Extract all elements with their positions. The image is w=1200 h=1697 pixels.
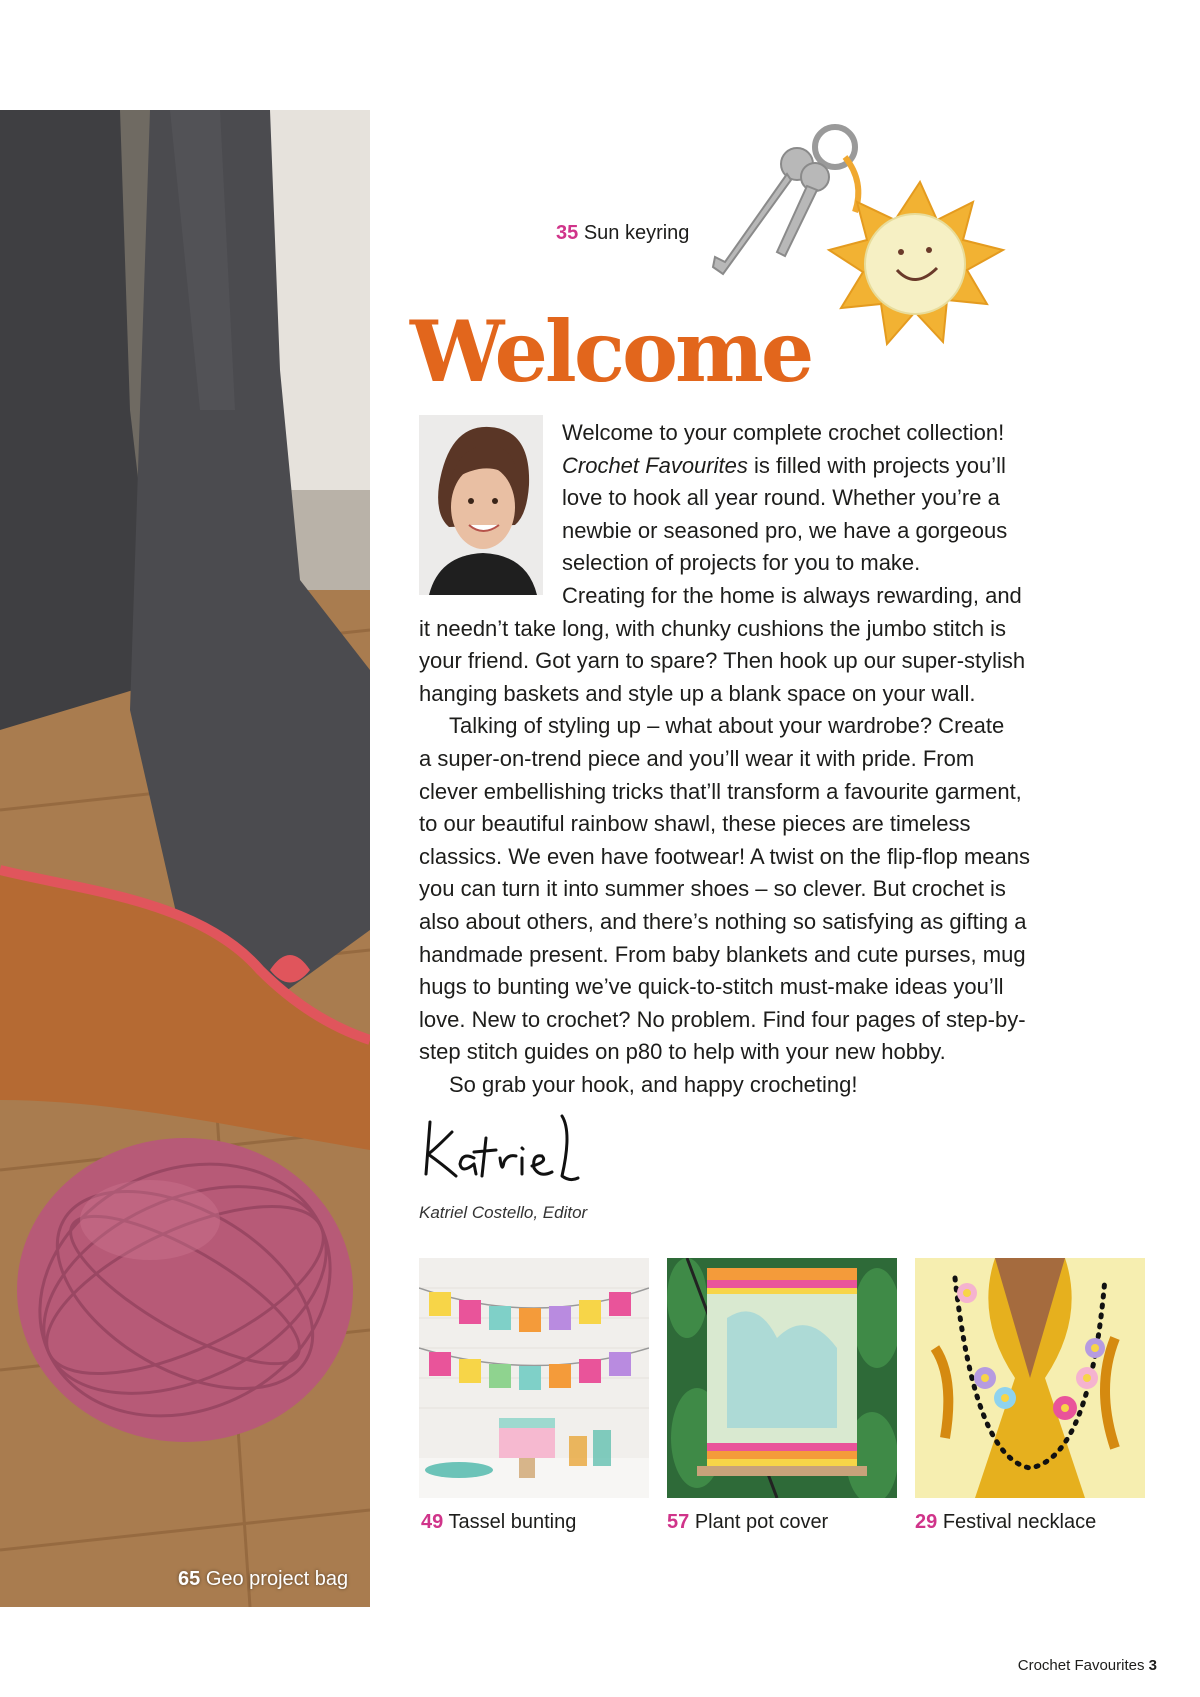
body-line: clever embellishing tricks that’ll transform a favourite garment, — [419, 778, 1022, 804]
body-line: Welcome to your complete crochet collection! — [562, 420, 1005, 445]
tassel-bunting-page-number: 49 — [421, 1511, 444, 1533]
thumbnail-tassel-bunting — [419, 1258, 649, 1498]
plant-pot-cover-page-number: 57 — [667, 1511, 690, 1533]
thumbnail-festival-necklace — [915, 1258, 1145, 1498]
welcome-letter-body — [419, 417, 1099, 1101]
body-line: hanging baskets and style up a blank space on your wall. — [419, 680, 976, 706]
plant-pot-cover-caption-text: Plant pot cover — [694, 1511, 829, 1533]
body-line: also about others, and there’s nothing so satisfying as gifting a — [419, 908, 1027, 934]
thumbnail-caption-plant-pot-cover — [667, 1511, 828, 1534]
paragraph-intro — [419, 417, 1099, 580]
paragraph-signoff — [419, 1069, 1099, 1102]
tassel-bunting-photo — [419, 1258, 649, 1498]
body-line — [419, 450, 1099, 483]
body-line: you can turn it into summer shoes – so clever. But crochet is — [419, 876, 1006, 902]
body-line: love. New to crochet? No problem. Find four pages of step-by- — [419, 1006, 1026, 1032]
body-line: hugs to bunting we’ve quick-to-stitch must-make ideas you’ll — [419, 974, 1004, 1000]
tassel-bunting-caption-text: Tassel bunting — [448, 1511, 577, 1533]
thumbnail-caption-tassel-bunting — [421, 1511, 576, 1534]
body-line: newbie or seasoned pro, we have a gorgeous — [562, 517, 1008, 543]
body-line: classics. We even have footwear! A twist on the flip-flop means — [419, 843, 1031, 869]
editor-credit: Katriel Costello, Editor — [419, 1203, 588, 1222]
photo-socks-shoe-yarn — [0, 110, 370, 1607]
body-line: handmade present. From baby blankets and cute purses, mug — [419, 941, 1026, 967]
body-line: Creating for the home is always rewarding, and — [562, 582, 1022, 608]
handwritten-signature-katriel — [412, 1102, 582, 1192]
plant-pot-cover-photo — [667, 1258, 897, 1498]
paragraph-home — [419, 580, 1099, 710]
festival-necklace-caption-text: Festival necklace — [942, 1511, 1097, 1533]
paragraph-wardrobe — [419, 710, 1099, 1069]
feature-photo-geo-project-bag — [0, 110, 370, 1607]
magazine-name-italic: Crochet Favourites — [562, 452, 748, 478]
left-photo-page-number: 65 — [178, 1568, 201, 1590]
body-line: step stitch guides on p80 to help with your new hobby. — [419, 1039, 946, 1065]
keyring-caption-text: Sun keyring — [583, 222, 690, 244]
left-photo-caption-text: Geo project bag — [205, 1568, 349, 1590]
body-line: it needn’t take long, with chunky cushions the jumbo stitch is — [419, 615, 1006, 641]
keyring-page-number: 35 — [556, 222, 579, 244]
folio-publication-name: Crochet Favourites — [1017, 1657, 1145, 1674]
left-photo-caption — [178, 1568, 348, 1591]
body-line-rest: is filled with projects you’ll — [747, 452, 1006, 478]
body-line: your friend. Got yarn to spare? Then hook up our super-stylish — [419, 648, 1026, 674]
page-title: Welcome — [410, 302, 812, 401]
body-line: a super-on-trend piece and you’ll wear it with pride. From — [419, 745, 975, 771]
body-line: to our beautiful rainbow shawl, these pieces are timeless — [419, 811, 971, 837]
keyring-caption — [556, 222, 689, 245]
thumbnail-plant-pot-cover — [667, 1258, 897, 1498]
body-line: Talking of styling up – what about your wardrobe? Create — [449, 713, 1005, 739]
body-line: So grab your hook, and happy crocheting! — [449, 1071, 858, 1097]
body-line: selection of projects for you to make. — [562, 550, 921, 576]
festival-necklace-photo — [915, 1258, 1145, 1498]
festival-necklace-page-number: 29 — [915, 1511, 938, 1533]
body-line: love to hook all year round. Whether you’re a — [562, 485, 1000, 511]
thumbnail-caption-festival-necklace — [915, 1511, 1096, 1534]
folio-page-number: 3 — [1148, 1657, 1157, 1674]
editor-signature — [412, 1102, 582, 1192]
page-folio — [1018, 1657, 1157, 1674]
